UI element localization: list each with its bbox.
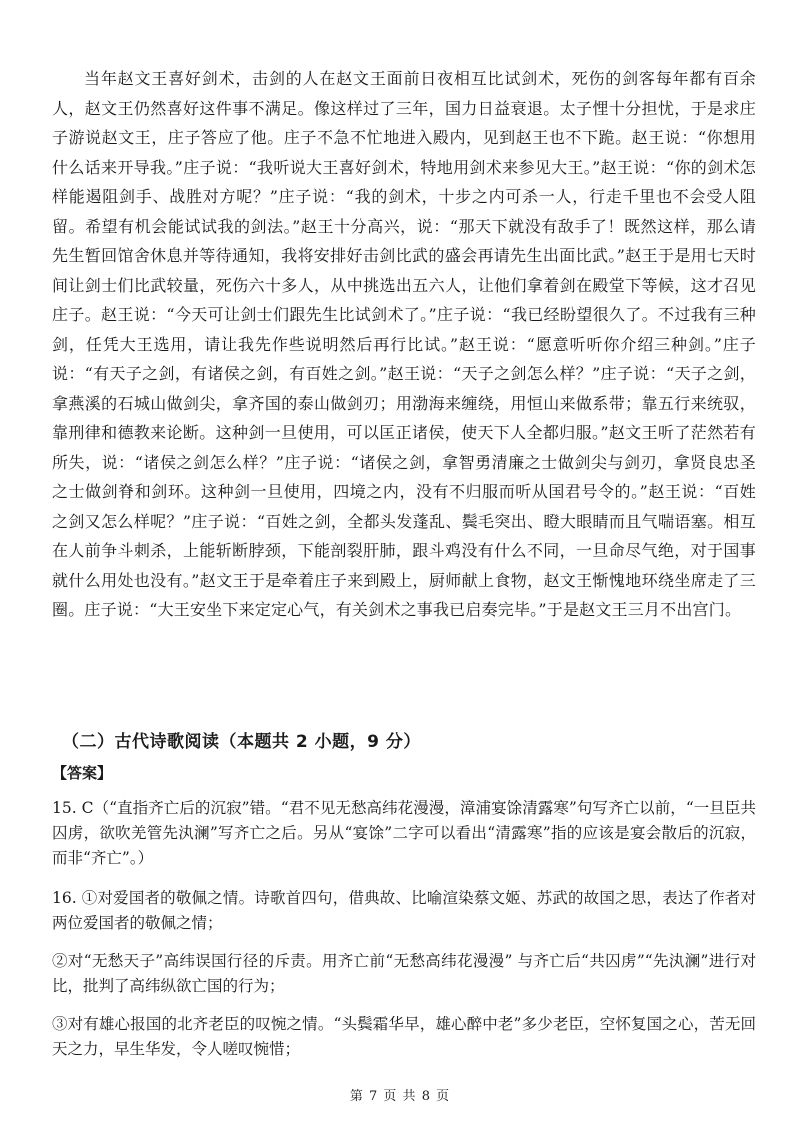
page-footer-number: 第 7 页 共 8 页	[349, 1089, 451, 1104]
answer-question-15: 15. C（“直指齐亡后的沉寂”错。“君不见无愁高纬花漫漫，漳浦宴馀清露寒”句写齐亡以前，“一旦臣共囚虏，欲吹羌管先汍澜”写齐亡之后。另从“宴馀”二字可以看出“清露寒”指的应该是宴会散后的沉寂，而非“齐亡”。）	[52, 799, 756, 867]
answer-question-16-point-3: ③对有雄心报国的北齐老臣的叹惋之情。“头鬓霜华早，雄心醉中老”多少老臣，空怀复国之心，苦无回天之力，早生华发，令人嗟叹惋惜；	[52, 1015, 756, 1058]
answer-question-16-point-1: 16. ①对爱国者的敬佩之情。诗歌首四句，借典故、比喻渲染蔡文姬、苏武的故国之思，表达了作者对两位爱国者的敬佩之情；	[52, 889, 756, 932]
passage-paragraph: 当年赵文王喜好剑术，击剑的人在赵文王面前日夜相互比试剑术，死伤的剑客每年都有百余人，赵文王仍然喜好这件事不满足。像这样过了三年，国力日益衰退。太子悝十分担忧，于是求庄子游说赵文王，庄子答应了他。庄子不急不忙地进入殿内，见到赵王也不下跪。赵王说：“你想用什么话来开导我。”庄子说：“我听说大王喜好剑术，特地用剑术来参见大王。”赵王说：“你的剑术怎样能遏阻剑手、战胜对方呢？”庄子说：“我的剑术，十步之内可杀一人，行走千里也不会受人阻留。希望有机会能试试我的剑法。”赵王十分高兴，说：“那天下就没有敌手了！既然这样，那么请先生暂回馆舍休息并等待通知，我将安排好击剑比武的盛会再请先生出面比武。”赵王于是用七天时间让剑士们比武较量，死伤六十多人，从中挑选出五六人，让他们拿着剑在殿堂下等候，这才召见庄子。赵王说：“今天可让剑士们跟先生比试剑术了。”庄子说：“我已经盼望很久了。不过我有三种剑，任凭大王选用，请让我先作些说明然后再行比试。”赵王说：“愿意听听你介绍三种剑。”庄子说：“有天子之剑，有诸侯之剑，有百姓之剑。”赵王说：“天子之剑怎么样？”庄子说：“天子之剑，拿燕溪的石城山做剑尖，拿齐国的泰山做剑刃；用渤海来缠绕，用恒山来做系带；靠五行来统驭，靠刑律和德教来论断。这种剑一旦使用，可以匡正诸侯，使天下人全都归服。”赵文王听了茫然若有所失，说：“诸侯之剑怎么样？”庄子说：“诸侯之剑，拿智勇清廉之士做剑尖与剑刃，拿贤良忠圣之士做剑脊和剑环。这种剑一旦使用，四境之内，没有不归服而听从国君号令的。”赵王说：“百姓之剑又怎么样呢？”庄子说：“百姓之剑，全都头发蓬乱、鬓毛突出、瞪大眼睛而且气喘语塞。相互在人前争斗刺杀，上能斩断脖颈，下能剖裂肝肺，跟斗鸡没有什么不同，一旦命尽气绝，对于国事就什么用处也没有。”赵文王于是牵着庄子来到殿上，厨师献上食物，赵文王惭愧地环绕坐席走了三圈。庄子说：“大王安坐下来定定心气，有关剑术之事我已启奏完毕。”于是赵文王三月不出宫门。	[52, 69, 756, 619]
answer-label: 【答案】	[52, 764, 113, 782]
answer-question-16-point-2: ②对“无愁天子”高纬误国行径的斥责。用齐亡前“无愁高纬花漫漫” 与齐亡后“共囚虏”“先汍澜”进行对比，批判了高纬纵欲亡国的行为；	[52, 952, 756, 995]
section-heading: （二）古代诗歌阅读（本题共 2 小题，9 分）	[62, 732, 421, 752]
